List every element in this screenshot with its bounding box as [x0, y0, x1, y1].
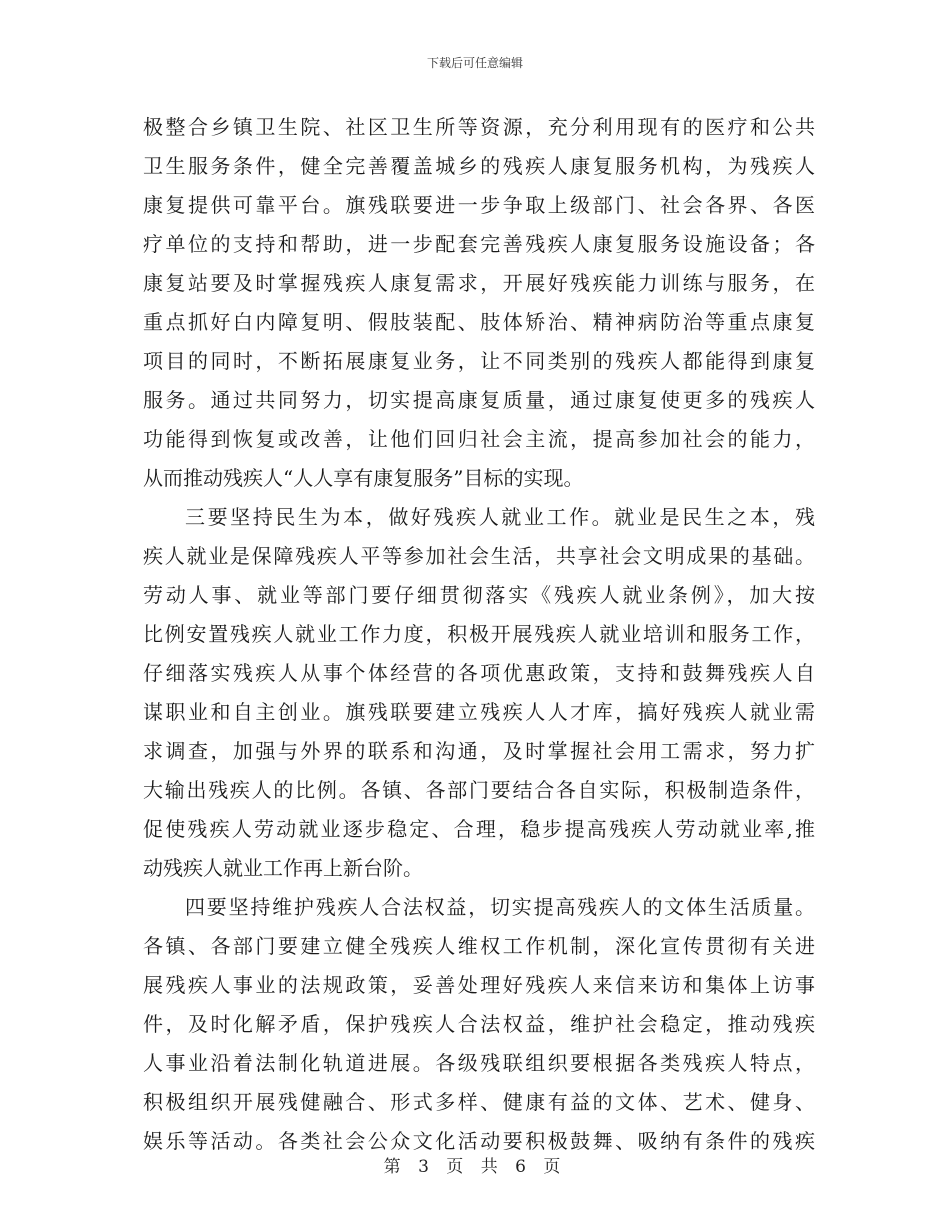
text-line: 娱乐等活动。各类社会公众文化活动要积极鼓舞、吸纳有条件的残疾 [143, 1129, 815, 1153]
text-line: 大输出残疾人的比例。各镇、各部门要结合各自实际，积极制造条件， [143, 778, 815, 802]
page-header: 下载后可任意编辑 [426, 56, 523, 70]
text-line: 项目的同时，不断拓展康复业务，让不同类别的残疾人都能得到康复 [143, 349, 815, 373]
text-line: 疾人就业是保障残疾人平等参加社会生活，共享社会文明成果的基础。 [143, 544, 815, 568]
page-footer: 第 3 页 共 6 页 [383, 1157, 567, 1177]
text-line: 重点抓好白内障复明、假肢装配、肢体矫治、精神病防治等重点康复 [143, 310, 815, 334]
text-line: 促使残疾人劳动就业逐步稳定、合理，稳步提高残疾人劳动就业率,推 [143, 817, 815, 841]
text-line: 康复提供可靠平台。旗残联要进一步争取上级部门、社会各界、各医 [143, 193, 815, 217]
text-line: 极整合乡镇卫生院、社区卫生所等资源，充分利用现有的医疗和公共 [143, 115, 815, 139]
text-line: 卫生服务条件，健全完善覆盖城乡的残疾人康复服务机构，为残疾人 [143, 154, 815, 178]
text-line: 从而推动残疾人“人人享有康复服务”目标的实现。 [143, 466, 584, 490]
text-line: 服务。通过共同努力，切实提高康复质量，通过康复使更多的残疾人 [143, 388, 815, 412]
document-body [143, 108, 815, 1161]
text-line: 三要坚持民生为本，做好残疾人就业工作。就业是民生之本，残 [185, 505, 815, 529]
text-line: 疗单位的支持和帮助，进一步配套完善残疾人康复服务设施设备；各 [143, 232, 815, 256]
paragraph-2 [143, 498, 815, 888]
text-line: 积极组织开展残健融合、形式多样、健康有益的文体、艺术、健身、 [143, 1090, 815, 1114]
paragraph-3 [143, 888, 815, 1161]
text-line: 四要坚持维护残疾人合法权益，切实提高残疾人的文体生活质量。 [185, 895, 815, 919]
text-line: 件，及时化解矛盾，保护残疾人合法权益，维护社会稳定，推动残疾 [143, 1012, 815, 1036]
text-line: 展残疾人事业的法规政策，妥善处理好残疾人来信来访和集体上访事 [143, 973, 815, 997]
text-line: 谋职业和自主创业。旗残联要建立残疾人人才库，搞好残疾人就业需 [143, 700, 815, 724]
text-line: 康复站要及时掌握残疾人康复需求，开展好残疾能力训练与服务，在 [143, 271, 815, 295]
text-line: 仔细落实残疾人从事个体经营的各项优惠政策，支持和鼓舞残疾人自 [143, 661, 815, 685]
text-line: 求调查，加强与外界的联系和沟通，及时掌握社会用工需求，努力扩 [143, 739, 815, 763]
text-line: 劳动人事、就业等部门要仔细贯彻落实《残疾人就业条例》，加大按 [143, 583, 815, 607]
text-line: 动残疾人就业工作再上新台阶。 [143, 856, 423, 880]
text-line: 功能得到恢复或改善，让他们回归社会主流，提高参加社会的能力， [143, 427, 815, 451]
text-line: 人事业沿着法制化轨道进展。各级残联组织要根据各类残疾人特点， [143, 1051, 815, 1075]
paragraph-1 [143, 108, 815, 498]
text-line: 各镇、各部门要建立健全残疾人维权工作机制，深化宣传贯彻有关进 [143, 934, 815, 958]
text-line: 比例安置残疾人就业工作力度，积极开展残疾人就业培训和服务工作， [143, 622, 815, 646]
